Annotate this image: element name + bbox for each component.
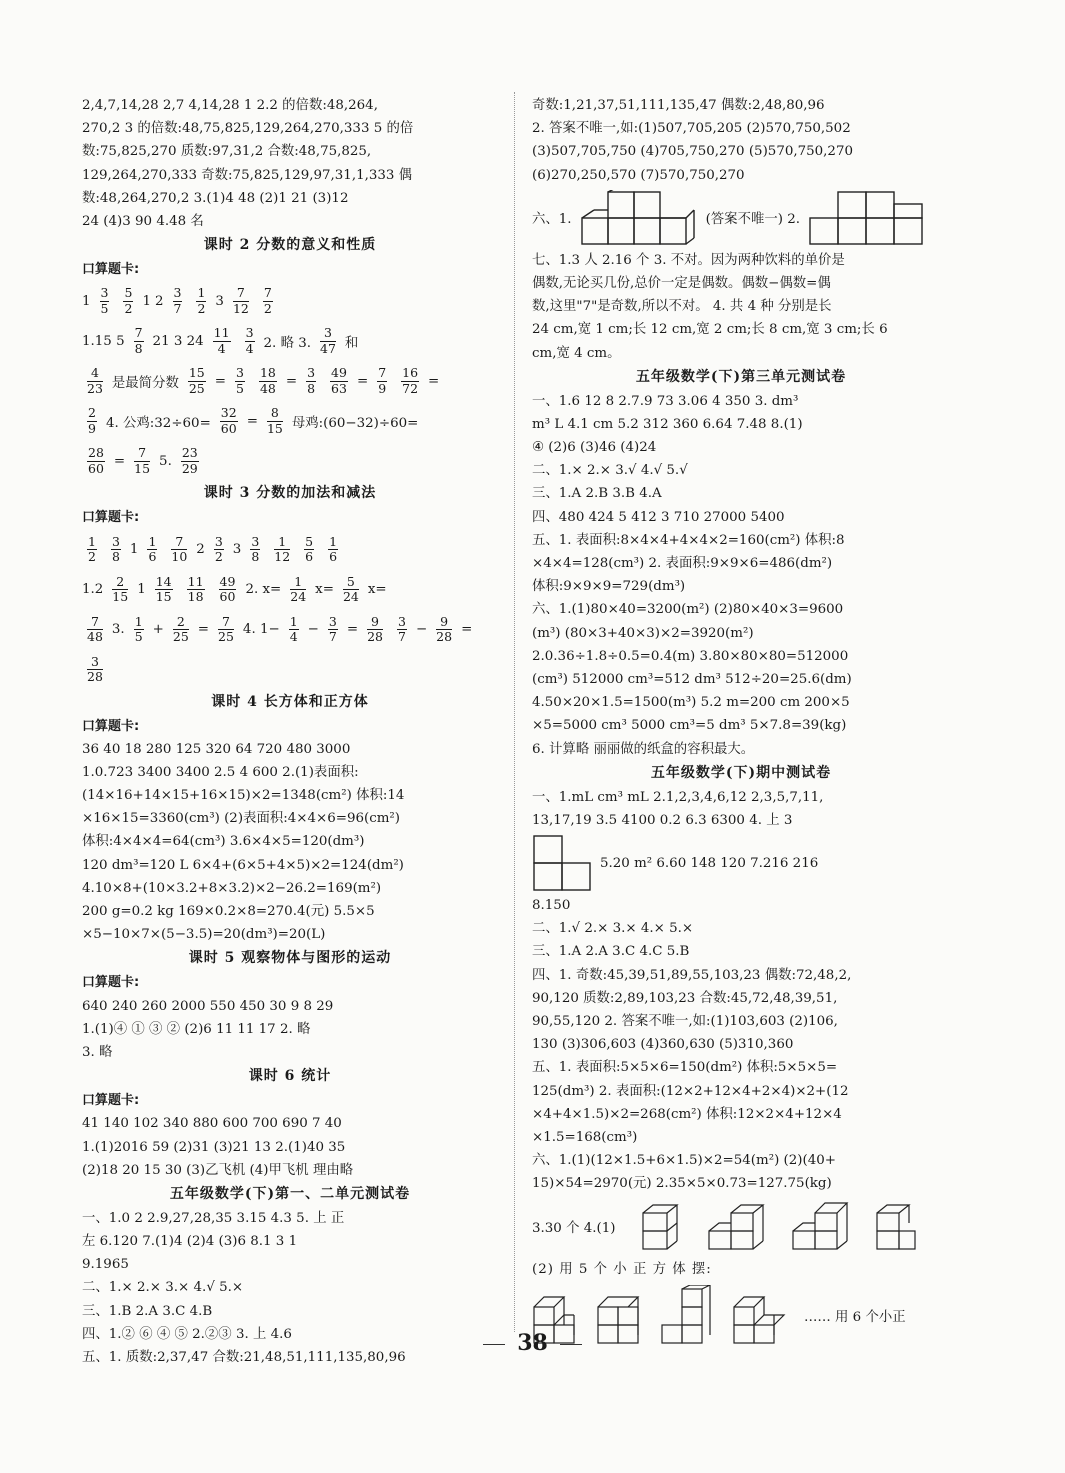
text-line: 偶数,无论买几份,总价一定是偶数。偶数−偶数=偶: [532, 275, 831, 291]
text-line: 一、1.6 12 8 2.7.9 73 3.06 4 350 3. dm³: [532, 393, 799, 409]
answer-text: (答案不唯一) 2.: [705, 212, 800, 228]
answer-text: 4. 公鸡:32÷60=: [105, 415, 211, 431]
text-line: ×5−10×7×(5−3.5)=20(dm³)=20(L): [82, 927, 326, 943]
fraction: $\frac{49}{63}$: [331, 365, 347, 396]
fraction-row: $\frac{28}{60}$ = $\frac{7}{15}$ 5. $\frac{23}{29}$: [88, 445, 198, 476]
text-line: 左 6.120 7.(1)4 (2)4 (3)6 8.1 3 1: [82, 1234, 298, 1250]
text-line: (14×16+14×15+16×15)×2=1348(cm²) 体积:14: [82, 788, 405, 804]
text-line: 24 cm,宽 1 cm;长 12 cm,宽 2 cm;长 8 cm,宽 3 cm;长 6: [532, 322, 888, 338]
section-title: 五年级数学(下)期中测试卷: [650, 764, 832, 781]
column-divider: [514, 92, 515, 1332]
answer-value: 1: [82, 293, 91, 309]
fraction: $\frac{2}{25}$: [172, 613, 189, 644]
text-line: ×4×4=128(cm³) 2. 表面积:9×9×6=486(dm²): [532, 556, 833, 571]
text-line: 三、1.A 2.A 3.C 4.C 5.B: [532, 944, 690, 960]
text-line: ×5=5000 cm³ 5000 cm³=5 dm³ 5×7.8=39(kg): [532, 718, 847, 734]
text-line: 五、1. 表面积:8×4×4+4×4×2=160(cm²) 体积:8: [532, 532, 845, 548]
fraction: $\frac{7}{12}$: [232, 285, 249, 316]
fraction: $\frac{28}{60}$: [88, 445, 104, 476]
fraction: $\frac{3}{47}$: [320, 325, 336, 356]
cube-stack-figure: [791, 1201, 849, 1253]
cube-view-figure: [808, 190, 928, 246]
text-line: 13,17,19 3.5 4100 0.2 6.3 6300 4. 上 3: [532, 812, 793, 828]
fraction-row: $\frac{4}{23}$ 是最简分数 $\frac{15}{25}$ = $\frac{3}{5}$ $\frac{18}{48}$ = $\frac{3}{8}$ $\frac{49}{63}$ = $\frac{7}{9}$ $\frac{16}{72}$ =: [87, 365, 440, 396]
fraction-row: [82, 650, 498, 690]
fraction: $\frac{49}{60}$: [219, 573, 236, 604]
text-line: 二、1.√ 2.× 3.× 4.× 5.×: [532, 921, 694, 937]
text-line: m³ L 4.1 cm 5.2 312 360 6.64 7.48 8.(1): [532, 416, 803, 432]
fraction: $\frac{2}{15}$: [112, 573, 129, 604]
fraction: $\frac{3}{8}$: [111, 533, 120, 564]
cube-stack-figure: [641, 1201, 681, 1253]
fraction: $\frac{3}{8}$: [251, 533, 260, 564]
fraction: $\frac{5}{24}$: [342, 573, 359, 604]
text-line: 四、480 424 5 412 3 710 27000 5400: [532, 509, 785, 525]
fraction: $\frac{1}{2}$: [88, 533, 96, 564]
answer-value: 2: [154, 293, 164, 309]
text-line: 七、1.3 人 2.16 个 3. 不对。因为两种饮料的单价是: [532, 252, 845, 268]
text-line: 体积:9×9×9=729(dm³): [532, 579, 686, 595]
text-line: 六、1.(1)(12×1.5+6×1.5)×2=54(m²) (2)(40+: [532, 1153, 837, 1169]
fraction: $\frac{1}{12}$: [274, 533, 291, 564]
text-line: 数:75,825,270 质数:97,31,2 合数:48,75,825,: [82, 144, 372, 160]
fraction: $\frac{9}{28}$: [436, 613, 453, 644]
fraction: $\frac{7}{48}$: [87, 613, 103, 644]
fraction: $\frac{3}{4}$: [245, 325, 254, 356]
answer-text: 和: [344, 335, 359, 351]
card-label: 口算题卡:: [82, 975, 140, 991]
fraction: $\frac{3}{5}$: [236, 365, 244, 396]
answer-text: 是最简分数: [111, 375, 179, 391]
fraction: $\frac{7}{2}$: [263, 285, 272, 316]
fraction-row: $\frac{1}{2}$ $\frac{3}{8}$ 1 $\frac{1}{6}$ $\frac{7}{10}$ 2 $\frac{3}{2}$ 3 $\frac{3}{8}$ $\frac{1}{12}$ $\frac{5}{6}$ $\frac{1}{6}$: [88, 533, 338, 564]
text-line: ×1.5=168(cm³): [532, 1129, 638, 1145]
text-line: 六、1.(1)80×40=3200(m²) (2)80×40×3=9600: [532, 602, 844, 618]
fraction: $\frac{1}{6}$: [148, 533, 157, 564]
text-line: 体积:4×4×4=64(cm³) 3.6×4×5=120(dm³): [82, 834, 365, 850]
text-line: ④ (2)6 (3)46 (4)24: [532, 440, 657, 456]
text-line: (m³) (80×3+40×3)×2=3920(m²): [532, 625, 754, 641]
fraction-row: [82, 281, 498, 321]
section-title: 五年级数学(下)第三单元测试卷: [635, 368, 847, 385]
section-title: 课时 6 统计: [248, 1068, 332, 1085]
text-line: 120 dm³=120 L 6×4+(6×5+4×5)×2=124(dm²): [82, 857, 404, 873]
figure-row: [532, 832, 950, 894]
text-line: (6)270,250,570 (7)570,750,270: [532, 167, 745, 183]
fraction: $\frac{7}{9}$: [378, 365, 387, 396]
text-line: (3)507,705,750 (4)705,750,270 (5)570,750,270: [532, 144, 853, 160]
text-line: 奇数:1,21,37,51,111,135,47 偶数:2,48,80,96: [532, 98, 825, 113]
answer-text: 2. 略 3.: [263, 335, 311, 351]
text-line: ×4+4×1.5)×2=268(cm²) 体积:12×2×4+12×4: [532, 1106, 842, 1122]
fraction: $\frac{1}{4}$: [289, 613, 298, 644]
fraction: $\frac{18}{48}$: [259, 365, 276, 396]
fraction: $\frac{3}{8}$: [307, 365, 316, 396]
text-line: 200 g=0.2 kg 169×0.2×8=270.4(元) 5.5×5: [82, 904, 375, 919]
figure-row: [532, 1196, 950, 1258]
section-title: 课时 5 观察物体与图形的运动: [188, 950, 392, 967]
fraction: $\frac{7}{10}$: [171, 533, 188, 564]
answer-text: 3.: [111, 622, 125, 637]
left-column: [82, 94, 498, 1369]
section-title: 课时 4 长方体和正方体: [211, 693, 369, 710]
card-label: 口算题卡:: [82, 1093, 140, 1109]
text-line: 9.1965: [82, 1257, 129, 1273]
fraction: $\frac{32}{60}$: [220, 405, 237, 436]
text-line: 数:48,264,270,2 3.(1)4 48 (2)1 21 (3)12: [82, 190, 349, 206]
card-label: 口算题卡:: [82, 718, 140, 734]
page-number-value: 38: [517, 1330, 548, 1356]
fraction: $\frac{4}{23}$: [87, 365, 103, 396]
text-line: (2)18 20 15 30 (3)乙飞机 (4)甲飞机 理由略: [82, 1162, 354, 1178]
text-line: 129,264,270,333 奇数:75,825,129,97,31,1,333 偶: [82, 167, 413, 183]
text-line: (2) 用 5 个 小 正 方 体 摆:: [532, 1261, 712, 1277]
fraction: $\frac{9}{28}$: [367, 613, 383, 644]
text-line: 一、1.0 2 2.9,27,28,35 3.15 4.3 5. 上 正: [82, 1210, 345, 1226]
fraction: $\frac{3}{5}$: [100, 285, 109, 316]
text-line: 4.10×8+(10×3.2+8×3.2)×2−26.2=169(m²): [82, 880, 382, 896]
section-title: 课时 3 分数的加法和减法: [203, 485, 377, 502]
fraction: $\frac{23}{29}$: [181, 445, 198, 476]
text-line: (cm³) 512000 cm³=512 dm³ 512÷20=25.6(dm): [532, 671, 852, 687]
text-line: 2.0.36÷1.8÷0.5=0.4(m) 3.80×80×80=512000: [532, 648, 849, 664]
fraction: $\frac{14}{15}$: [155, 573, 172, 604]
fraction: $\frac{5}{6}$: [305, 533, 314, 564]
text-line: 270,2 3 的倍数:48,75,825,129,264,270,333 5 的倍: [82, 121, 414, 137]
fraction: $\frac{11}{4}$: [213, 325, 230, 356]
fraction-row: $\frac{7}{48}$ 3. $\frac{1}{5}$ + $\frac{2}{25}$ = $\frac{7}{25}$ 4. 1− $\frac{1}{4}$ − $\frac{3}{7}$ = $\frac{9}{28}$ $\frac{3}{7}$ − $\frac{9}{28}$ =: [87, 613, 473, 644]
answer-text: 母鸡:(60−32)÷60=: [291, 415, 419, 431]
text-line: 3. 略: [82, 1044, 113, 1060]
answer-text: 21 3 24: [152, 333, 204, 349]
fraction-row: $\frac{2}{9}$ 4. 公鸡:32÷60= $\frac{32}{60}$ = $\frac{8}{15}$ 母鸡:(60−32)÷60=: [88, 405, 419, 436]
fraction-row: [82, 570, 498, 610]
answer-text: 1.2: [82, 582, 104, 597]
fraction: $\frac{3}{7}$: [173, 285, 182, 316]
text-line: 数,这里"7"是奇数,所以不对。 4. 共 4 种 分别是长: [532, 299, 832, 315]
fraction: $\frac{5}{2}$: [124, 285, 133, 316]
text-line: 15)×54=2970(元) 2.35×5×0.73=127.75(kg): [532, 1176, 832, 1192]
fraction: $\frac{1}{2}$: [197, 285, 206, 316]
fraction: $\frac{7}{15}$: [134, 445, 151, 476]
text-line: 一、1.mL cm³ mL 2.1,2,3,4,6,12 2,3,5,7,11,: [532, 789, 824, 805]
answer-text: 1.15 5: [82, 333, 125, 349]
right-column: [532, 94, 950, 1351]
text-line: 640 240 260 2000 550 450 30 9 8 29: [82, 998, 334, 1014]
text-line: 二、1.× 2.× 3.× 4.√ 5.×: [82, 1280, 244, 1296]
fraction: $\frac{2}{9}$: [88, 405, 96, 436]
text-line: ×16×15=3360(cm³) (2)表面积:4×4×6=96(cm²): [82, 811, 401, 827]
fraction: $\frac{3}{7}$: [397, 613, 406, 644]
fraction-row: [82, 321, 498, 361]
text-line: 五、1. 质数:2,37,47 合数:21,48,51,111,135,80,96: [82, 1350, 406, 1365]
fraction: $\frac{8}{15}$: [266, 405, 283, 436]
fraction: $\frac{3}{2}$: [214, 533, 223, 564]
answer-text: 六、1.: [532, 212, 572, 228]
text-line: 2. 答案不唯一,如:(1)507,705,205 (2)570,750,502: [532, 121, 851, 137]
text-line: 4.50×20×1.5=1500(m³) 5.2 m=200 cm 200×5: [532, 695, 850, 711]
fraction: $\frac{1}{6}$: [329, 533, 338, 564]
page-number: [0, 1330, 1065, 1356]
fraction: $\frac{11}{18}$: [187, 573, 204, 604]
text-line: 三、1.B 2.A 3.C 4.B: [82, 1303, 213, 1319]
text-line: 四、1. 奇数:45,39,51,89,55,103,23 偶数:72,48,2,: [532, 967, 852, 983]
text-line: 6. 计算略 丽丽做的纸盒的容积最大。: [532, 741, 755, 757]
fraction: $\frac{16}{72}$: [402, 365, 419, 396]
text-line: 五、1. 表面积:5×5×6=150(dm²) 体积:5×5×5=: [532, 1060, 838, 1076]
text-line: 8.150: [532, 898, 571, 914]
fraction: $\frac{3}{28}$: [87, 653, 103, 684]
text-line: 1.(1)2016 59 (2)31 (3)21 13 2.(1)40 35: [82, 1139, 346, 1155]
figure-row: [532, 187, 950, 249]
fraction: $\frac{1}{24}$: [290, 573, 307, 604]
l-shape-figure: [532, 834, 592, 892]
text-line: 2,4,7,14,28 2,7 4,14,28 1 2.2 的倍数:48,264,: [82, 98, 378, 113]
answer-text: …… 用 6 个小正: [804, 1310, 906, 1326]
section-title: 课时 2 分数的意义和性质: [203, 237, 377, 254]
answer-value: 1: [142, 293, 151, 309]
text-line: 四、1.② ⑥ ④ ⑤ 2.②③ 3. 上 4.6: [82, 1326, 292, 1342]
text-line: cm,宽 4 cm。: [532, 345, 621, 361]
answer-text: x=: [315, 582, 334, 597]
text-line: 90,120 质数:2,89,103,23 合数:45,72,48,39,51,: [532, 990, 838, 1006]
fraction: $\frac{7}{8}$: [134, 325, 143, 356]
text-line: 24 (4)3 90 4.48 名: [82, 213, 204, 229]
text-line: 90,55,120 2. 答案不唯一,如:(1)103,603 (2)106,: [532, 1014, 838, 1029]
fraction: $\frac{3}{7}$: [328, 613, 337, 644]
text-line: 125(dm³) 2. 表面积:(12×2+12×4+2×4)×2+(12: [532, 1083, 849, 1099]
answer-text: 1: [137, 582, 146, 597]
fraction: $\frac{7}{25}$: [218, 613, 234, 644]
card-label: 口算题卡:: [82, 510, 140, 526]
answer-text: x=: [367, 582, 387, 597]
fraction: $\frac{1}{5}$: [134, 613, 143, 644]
fraction: $\frac{15}{25}$: [188, 365, 205, 396]
card-label: 口算题卡:: [82, 262, 140, 278]
text-line: 三、1.A 2.B 3.B 4.A: [532, 486, 662, 502]
text-line: 二、1.× 2.× 3.√ 4.√ 5.√: [532, 463, 688, 479]
cube-view-figure: [580, 190, 698, 246]
text-line: 130 (3)306,603 (4)360,630 (5)310,360: [532, 1037, 794, 1053]
text-line: 36 40 18 280 125 320 64 720 480 3000: [82, 741, 351, 757]
text-line: 41 140 102 340 880 600 700 690 7 40: [82, 1116, 342, 1132]
section-title: 五年级数学(下)第一、二单元测试卷: [169, 1185, 411, 1202]
answer-text: 5.: [159, 453, 172, 469]
answer-value: 3: [215, 293, 224, 309]
text-line: 1.0.723 3400 3400 2.5 4 600 2.(1)表面积:: [82, 764, 359, 780]
cube-stack-figure: [875, 1201, 925, 1253]
answer-text: 2. x=: [245, 582, 282, 597]
answer-text: 4. 1−: [242, 622, 280, 637]
answer-text: 5.20 m² 6.60 148 120 7.216 216: [600, 855, 819, 871]
answer-text: 3.30 个 4.(1): [532, 1221, 616, 1236]
text-line: 1.(1)④ ① ③ ② (2)6 11 11 17 2. 略: [82, 1021, 311, 1037]
cube-stack-figure: [707, 1201, 765, 1253]
